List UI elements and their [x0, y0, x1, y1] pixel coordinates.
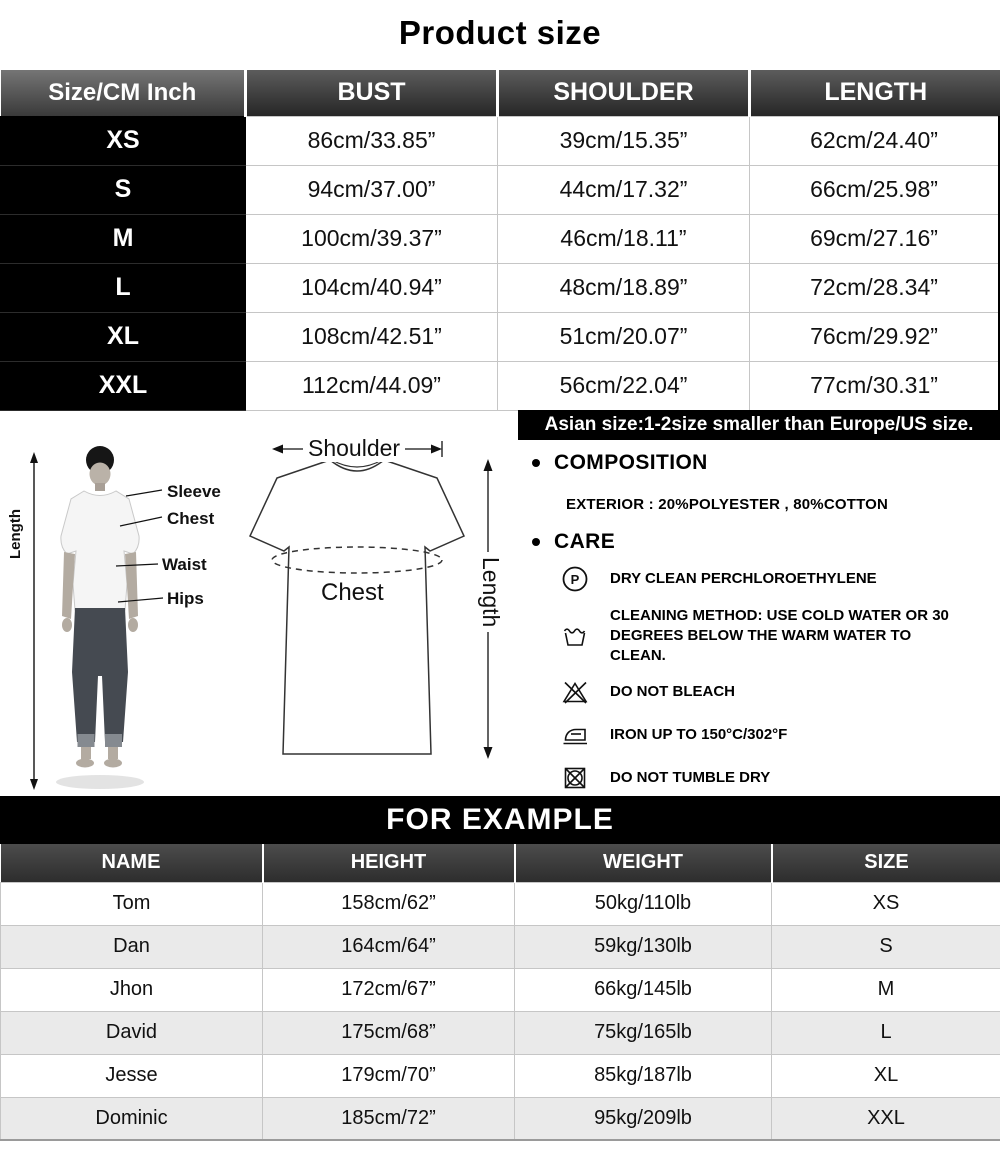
size-row-xxl: [1, 361, 1000, 410]
weight-cell: 50kg/110lb: [515, 882, 772, 925]
height-cell: 185cm/72”: [263, 1097, 515, 1140]
size-cell: L: [772, 1011, 1000, 1054]
bust-cell: 112cm/44.09”: [246, 361, 498, 410]
size-cell: S: [772, 925, 1000, 968]
example-row: [1, 1011, 1000, 1054]
size-row-l: [1, 263, 1000, 312]
length-cell: 66cm/25.98”: [750, 165, 1000, 214]
for-example-banner: FOR EXAMPLE: [0, 796, 1000, 844]
care-item-iron: [560, 719, 990, 751]
bullet-icon: [532, 538, 540, 546]
care-item-dry-clean: [560, 563, 990, 595]
size-table: [0, 70, 1000, 411]
bust-cell: 108cm/42.51”: [246, 312, 498, 361]
iron-icon: [560, 721, 590, 749]
name-cell: Jesse: [1, 1054, 263, 1097]
size-header: SIZE: [772, 844, 1000, 882]
tshirt-outline: [250, 460, 464, 754]
bust-cell: 86cm/33.85”: [246, 116, 498, 165]
care-text: DRY CLEAN PERCHLOROETHYLENE: [610, 570, 877, 588]
length-cell: 72cm/28.34”: [750, 263, 1000, 312]
bullet-icon: [532, 459, 540, 467]
size-label-cell: XL: [1, 312, 246, 361]
name-cell: David: [1, 1011, 263, 1054]
shoulder-cell: 44cm/17.32”: [498, 165, 750, 214]
dry-clean-p-icon: [560, 565, 590, 593]
weight-cell: 85kg/187lb: [515, 1054, 772, 1097]
care-item-wash: [560, 606, 990, 665]
length-label-right: Length: [477, 552, 504, 632]
waist-label: Waist: [162, 555, 207, 574]
size-label-cell: XS: [1, 116, 246, 165]
name-cell: Dominic: [1, 1097, 263, 1140]
size-table-corner-header: Size/CM Inch: [1, 70, 246, 116]
shoulder-label: Shoulder: [303, 435, 405, 462]
sleeve-label: Sleeve: [167, 482, 221, 501]
care-instructions-list: [560, 563, 990, 805]
example-row: [1, 882, 1000, 925]
height-cell: 179cm/70”: [263, 1054, 515, 1097]
wash-icon: [560, 622, 590, 650]
bust-cell: 100cm/39.37”: [246, 214, 498, 263]
care-text: DO NOT TUMBLE DRY: [610, 769, 771, 787]
size-row-xs: [1, 116, 1000, 165]
composition-heading: [532, 451, 708, 475]
shoulder-cell: 46cm/18.11”: [498, 214, 750, 263]
size-row-m: [1, 214, 1000, 263]
size-label-cell: L: [1, 263, 246, 312]
size-row-s: [1, 165, 1000, 214]
shoulder-cell: 48cm/18.89”: [498, 263, 750, 312]
care-text: DO NOT BLEACH: [610, 683, 735, 701]
height-cell: 164cm/64”: [263, 925, 515, 968]
composition-text: EXTERIOR : 20%POLYESTER , 80%COTTON: [566, 496, 889, 513]
example-header-row: [1, 844, 1000, 882]
shoulder-cell: 39cm/15.35”: [498, 116, 750, 165]
name-cell: Jhon: [1, 968, 263, 1011]
name-cell: Tom: [1, 882, 263, 925]
care-heading: [532, 530, 615, 554]
example-row: [1, 925, 1000, 968]
page-title: Product size: [398, 14, 602, 51]
care-item-no-tumble: [560, 762, 990, 794]
size-cell: XS: [772, 882, 1000, 925]
weight-cell: 66kg/145lb: [515, 968, 772, 1011]
example-table: [0, 844, 1000, 1141]
shoulder-cell: 56cm/22.04”: [498, 361, 750, 410]
length-cell: 69cm/27.16”: [750, 214, 1000, 263]
size-cell: M: [772, 968, 1000, 1011]
length-cell: 62cm/24.40”: [750, 116, 1000, 165]
example-row: [1, 1054, 1000, 1097]
measurement-diagram: [0, 438, 530, 798]
weight-cell: 95kg/209lb: [515, 1097, 772, 1140]
model-figure: [56, 446, 144, 789]
height-header: HEIGHT: [263, 844, 515, 882]
size-row-xl: [1, 312, 1000, 361]
hips-label: Hips: [167, 589, 204, 608]
length-cell: 77cm/30.31”: [750, 361, 1000, 410]
size-table-header-row: [1, 70, 1000, 116]
asian-size-note: Asian size:1-2size smaller than Europe/US size.: [518, 410, 1000, 440]
shoulder-header: SHOULDER: [498, 70, 750, 116]
care-text: CLEANING METHOD: USE COLD WATER OR 30 DEGREES BELOW THE WARM WATER TO CLEAN.: [610, 607, 949, 664]
name-cell: Dan: [1, 925, 263, 968]
length-cell: 76cm/29.92”: [750, 312, 1000, 361]
size-cell: XXL: [772, 1097, 1000, 1140]
example-row: [1, 968, 1000, 1011]
height-cell: 175cm/68”: [263, 1011, 515, 1054]
name-header: NAME: [1, 844, 263, 882]
care-text: IRON UP TO 150°C/302°F: [610, 726, 788, 744]
composition-heading-label: COMPOSITION: [554, 451, 708, 474]
height-cell: 172cm/67”: [263, 968, 515, 1011]
bust-cell: 104cm/40.94”: [246, 263, 498, 312]
do-not-bleach-icon: [560, 678, 590, 706]
shoulder-cell: 51cm/20.07”: [498, 312, 750, 361]
example-row: [1, 1097, 1000, 1140]
svg-text:P: P: [570, 572, 580, 587]
bust-cell: 94cm/37.00”: [246, 165, 498, 214]
size-cell: XL: [772, 1054, 1000, 1097]
do-not-tumble-dry-icon: [560, 764, 590, 792]
length-header: LENGTH: [750, 70, 1000, 116]
size-label-cell: M: [1, 214, 246, 263]
weight-cell: 75kg/165lb: [515, 1011, 772, 1054]
length-label-left: Length: [7, 505, 24, 563]
chest-label-body: Chest: [167, 509, 215, 528]
care-item-no-bleach: [560, 676, 990, 708]
chest-label-tee: Chest: [321, 579, 384, 606]
size-label-cell: S: [1, 165, 246, 214]
care-heading-label: CARE: [554, 530, 616, 553]
weight-cell: 59kg/130lb: [515, 925, 772, 968]
height-cell: 158cm/62”: [263, 882, 515, 925]
length-arrow-left: [30, 452, 38, 790]
size-label-cell: XXL: [1, 361, 246, 410]
weight-header: WEIGHT: [515, 844, 772, 882]
bust-header: BUST: [246, 70, 498, 116]
